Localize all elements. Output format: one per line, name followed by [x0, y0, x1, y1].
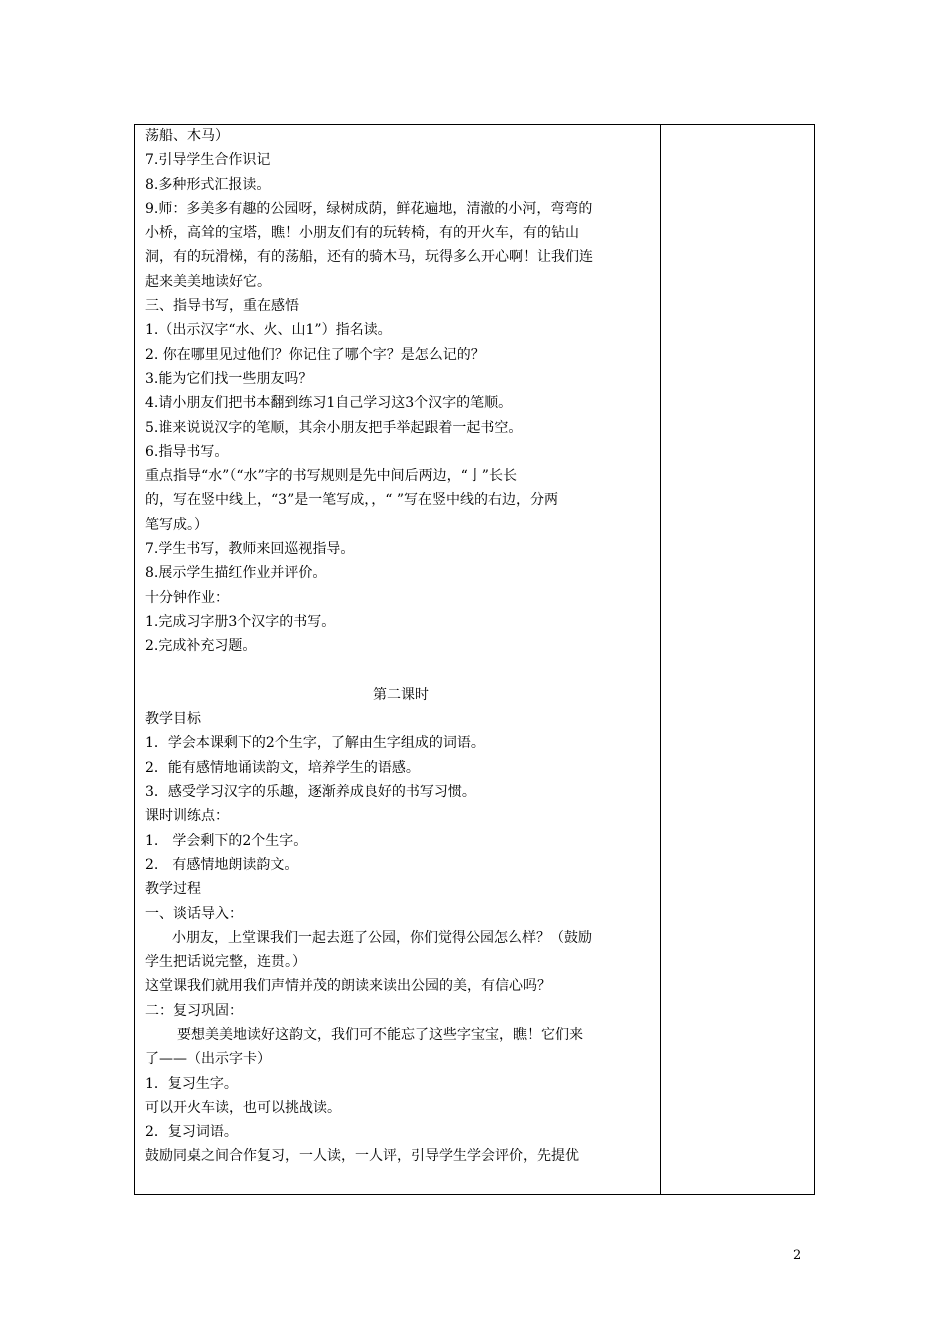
text-line: 学生把话说完整，连贯。） — [145, 954, 306, 971]
text-line: 了——（出示字卡） — [145, 1051, 271, 1068]
text-line: 2. 有感情地朗读韵文。 — [145, 856, 299, 873]
text-line: 7.学生书写，教师来回巡视指导。 — [145, 541, 355, 558]
text-line: 2.完成补充习题。 — [145, 638, 257, 655]
text-line: 6.指导书写。 — [145, 443, 229, 460]
text-line: 笔写成。） — [145, 516, 208, 533]
section-heading: 教学过程 — [145, 881, 201, 898]
section-heading: 一、谈话导入： — [145, 905, 243, 922]
text-line: 1.（出示汉字“水、火、山1”）指名读。 — [145, 322, 392, 339]
text-line: 9.师：多美多有趣的公园呀，绿树成荫，鲜花遍地，清澈的小河，弯弯的 — [145, 200, 593, 217]
text-line: 洞，有的玩滑梯，有的荡船，还有的骑木马，玩得多么开心啊！让我们连 — [145, 249, 593, 266]
lesson-content — [145, 124, 657, 1169]
text-line: 小桥，高耸的宝塔，瞧！小朋友们有的玩转椅，有的开火车，有的钻山 — [145, 225, 579, 242]
blank-line — [145, 659, 657, 683]
text-line: 8.展示学生描红作业并评价。 — [145, 565, 327, 582]
text-line: 1.完成习字册3个汉字的书写。 — [145, 613, 336, 630]
text-line: 1．学会本课剩下的2个生字，了解由生字组成的词语。 — [145, 735, 485, 752]
text-line: 2．复习词语。 — [145, 1124, 238, 1141]
text-line: 1．复习生字。 — [145, 1075, 238, 1092]
section-heading: 课时训练点： — [145, 808, 229, 825]
text-line: 2．能有感情地诵读韵文，培养学生的语感。 — [145, 759, 420, 776]
page-number: 2 — [793, 1248, 802, 1263]
text-line: 3.能为它们找一些朋友吗？ — [145, 370, 313, 387]
text-line: 荡船、木马） — [145, 128, 229, 144]
text-line: 3．感受学习汉字的乐趣，逐渐养成良好的书写习惯。 — [145, 784, 476, 801]
text-line: 1. 学会剩下的2个生字。 — [145, 832, 308, 849]
table-column-divider — [660, 124, 661, 1195]
text-line: 小朋友，上堂课我们一起去逛了公园，你们觉得公园怎么样？（鼓励 — [172, 929, 592, 946]
text-line: 7.引导学生合作识记 — [145, 152, 271, 169]
text-line: 重点指导“水”（“水”字的书写规则是先中间后两边，“亅”长长 — [145, 468, 517, 485]
text-line: 要想美美地读好这韵文，我们可不能忘了这些字宝宝，瞧！它们来 — [177, 1026, 583, 1043]
section-heading: 三、指导书写，重在感悟 — [145, 298, 299, 315]
text-line: 鼓励同桌之间合作复习，一人读，一人评，引导学生学会评价，先提优 — [145, 1148, 579, 1165]
homework-heading: 十分钟作业： — [145, 589, 229, 606]
section-heading: 二：复习巩固： — [145, 1002, 243, 1019]
text-line: 的，写在竖中线上，“3”是一笔写成，，“ ”写在竖中线的右边，分两 — [145, 492, 558, 509]
lesson-title: 第二课时 — [373, 686, 429, 703]
text-line: 这堂课我们就用我们声情并茂的朗读来读出公园的美，有信心吗？ — [145, 978, 551, 995]
text-line: 2. 你在哪里见过他们？你记住了哪个字？是怎么记的？ — [145, 346, 485, 363]
text-line: 可以开火车读，也可以挑战读。 — [145, 1099, 341, 1116]
text-line: 4.请小朋友们把书本翻到练习1自己学习这3个汉字的笔顺。 — [145, 395, 513, 412]
section-heading: 教学目标 — [145, 711, 201, 728]
text-line: 5.谁来说说汉字的笔顺，其余小朋友把手举起跟着一起书空。 — [145, 419, 523, 436]
text-line: 8.多种形式汇报读。 — [145, 176, 271, 193]
text-line: 起来美美地读好它。 — [145, 273, 271, 290]
